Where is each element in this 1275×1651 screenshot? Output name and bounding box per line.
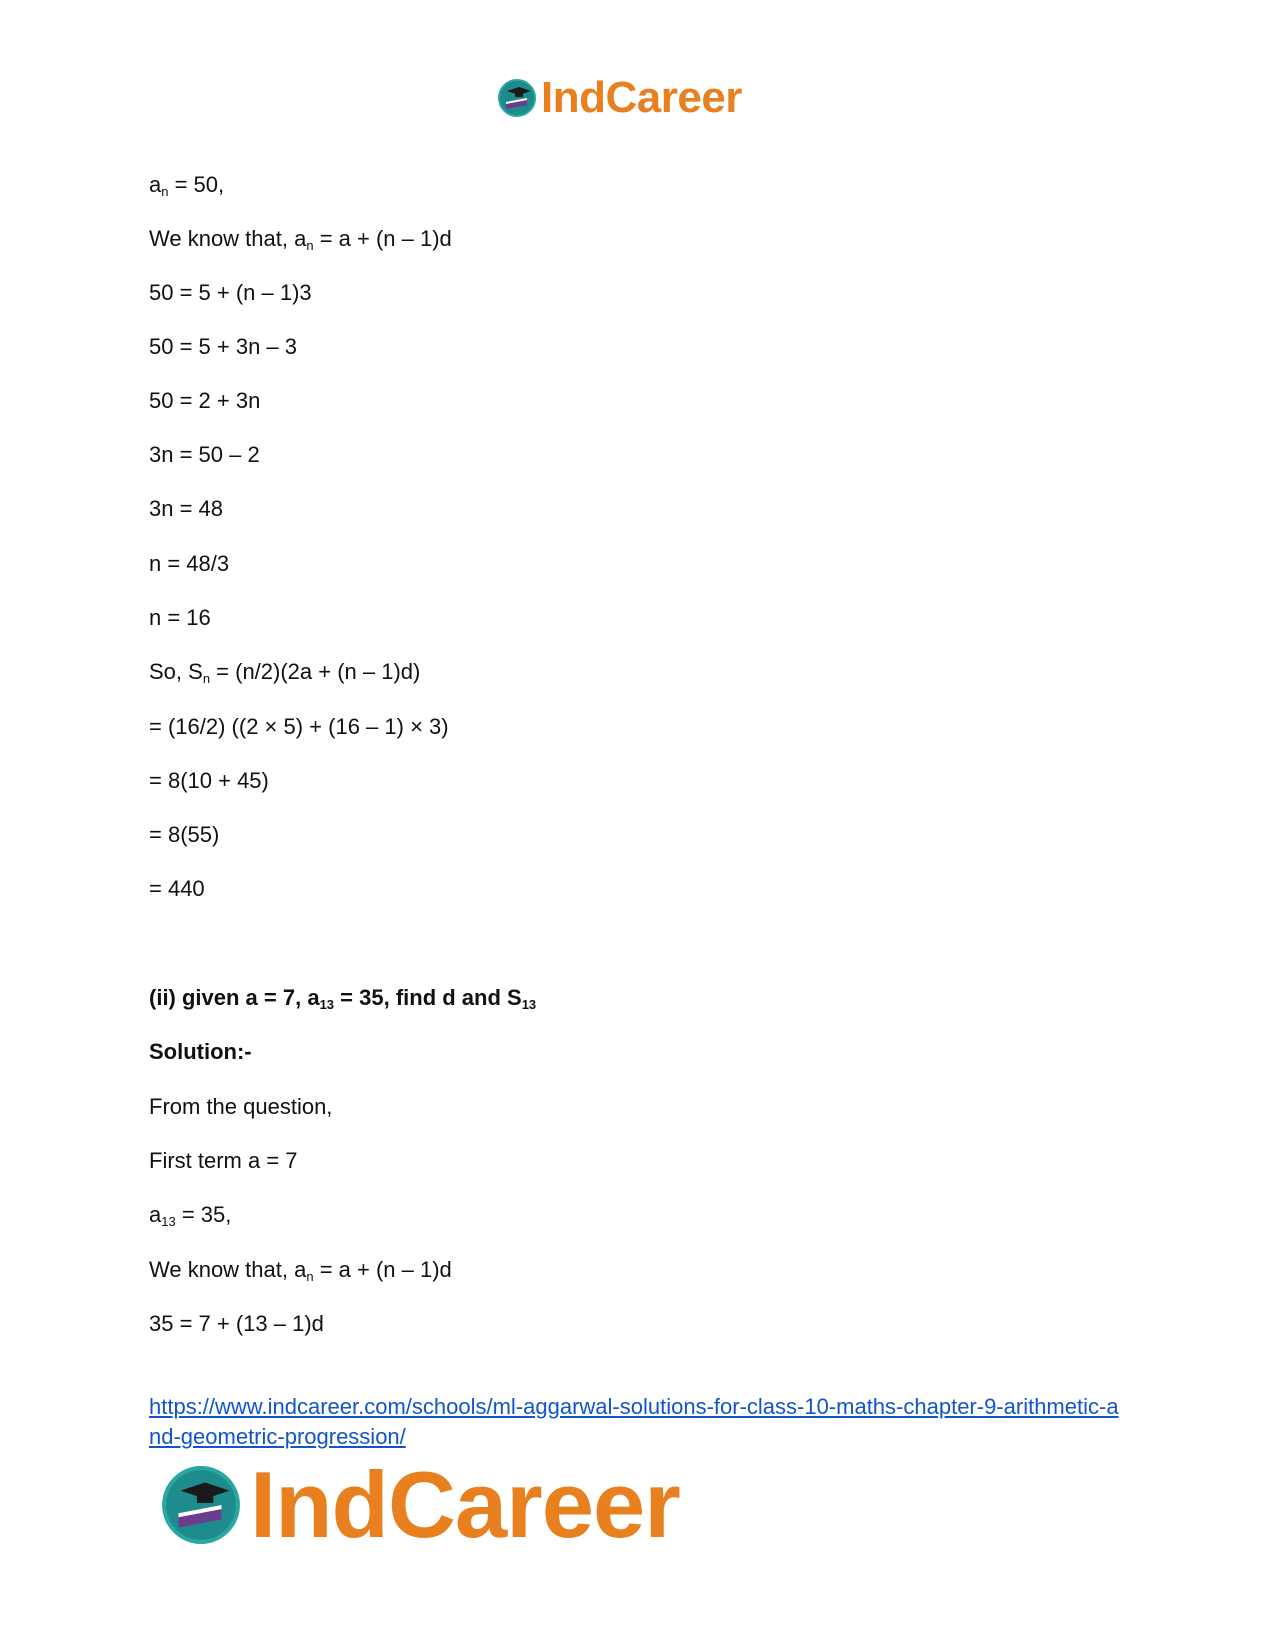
- indcareer-logo-icon: [497, 78, 537, 118]
- footer-logo: [160, 1452, 680, 1557]
- equation-line: We know that, $a_n = a + (n - 1)d$: [149, 226, 452, 253]
- equation-line: = 440: [149, 876, 205, 901]
- source-link-text[interactable]: https://www.indcareer.com/schools/ml-aggarwal-solutions-for-class-10-maths-chapter-9-arithmetic-and-geometric-progression/: [149, 1394, 1119, 1449]
- equation-line: = 8(10 + 45): [149, 768, 269, 793]
- footer-logo-text: IndCareer: [250, 1452, 680, 1557]
- equation-line: = (16/2) ((2 × 5) + (16 – 1) × 3): [149, 714, 449, 739]
- header-logo-text: IndCareer: [541, 73, 742, 122]
- equation-line: 35 = 7 + (13 – 1)d: [149, 1311, 324, 1336]
- source-link[interactable]: [149, 1392, 1129, 1452]
- equation-line: = 8(55): [149, 822, 220, 847]
- equation-line: We know that, $a_n = a + (n - 1)d$: [149, 1257, 452, 1284]
- equation-line: 50 = 2 + 3n: [149, 388, 261, 413]
- equation-line: n = 16: [149, 605, 211, 630]
- equation-line: 3n = 48: [149, 496, 224, 521]
- equation-line: 3n = 50 – 2: [149, 442, 260, 467]
- equation-line: 50 = 5 + (n – 1)3: [149, 280, 312, 305]
- equation-line: $a_{13} = 35$,: [149, 1202, 232, 1229]
- indcareer-logo-icon: [160, 1464, 242, 1546]
- text-line: From the question,: [149, 1094, 333, 1119]
- equation-line: n = 48/3: [149, 551, 230, 576]
- equation-line: $a_n = 50$,: [149, 172, 225, 199]
- text-line: First term a = 7: [149, 1148, 298, 1173]
- header-logo: [497, 73, 742, 122]
- solution-heading: Solution:-: [149, 1039, 252, 1064]
- question-heading: (ii) given a = 7, $a_{13} = 35$, find d and $S_{13}$: [149, 985, 537, 1012]
- equation-line: 50 = 5 + 3n – 3: [149, 334, 298, 359]
- equation-line: So, $S_n = (n/2)(2a + (n - 1)d)$: [149, 659, 421, 686]
